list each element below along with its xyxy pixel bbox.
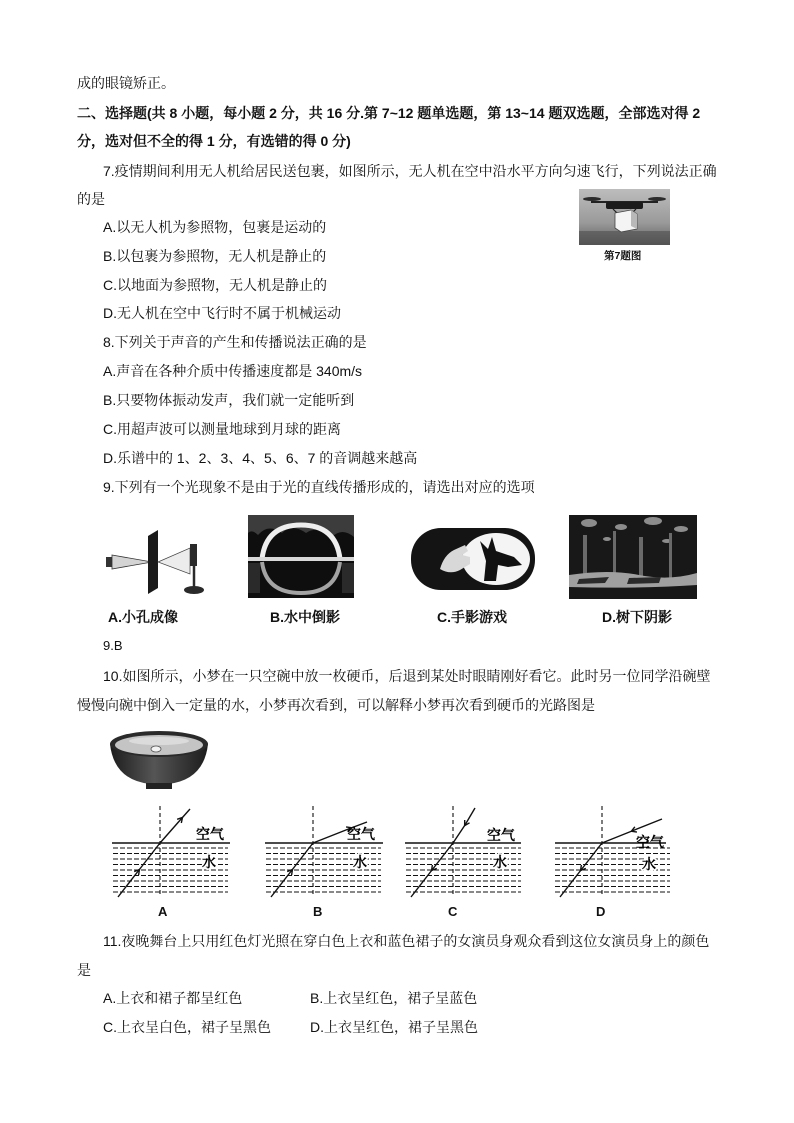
q11-option-d: D.上衣呈红色，裙子呈黑色	[310, 1019, 478, 1035]
hand-shadow-figure	[410, 527, 536, 591]
air-label: 空气	[347, 826, 375, 842]
outgoing-rays	[158, 548, 190, 574]
q10-diagram-label-a: A	[158, 904, 168, 919]
q7-option-d: D.无人机在空中飞行时不属于机械运动	[103, 305, 341, 321]
ray-segment	[271, 870, 292, 897]
q8-option-c: C.用超声波可以测量地球到月球的距离	[103, 421, 341, 437]
light-source	[106, 557, 112, 567]
q8-stem: 8.下列关于声音的产生和传播说法正确的是	[103, 334, 367, 350]
q8-option-a: A.声音在各种介质中传播速度都是 340m/s	[103, 363, 363, 379]
ray-segment	[453, 825, 465, 843]
q7-option-c: C.以地面为参照物，无人机是静止的	[103, 277, 327, 293]
incoming-rays	[112, 555, 152, 569]
tree-shade-photo	[569, 515, 697, 599]
ray-segment	[411, 870, 432, 897]
ray-segment	[139, 843, 160, 870]
bowl-with-coin-photo	[108, 728, 210, 792]
air-label: 空气	[636, 834, 664, 850]
air-label: 空气	[196, 826, 224, 842]
bank-left	[248, 563, 260, 593]
water-label: 水	[202, 854, 216, 870]
q7-stem-line2: 的是	[77, 191, 105, 207]
section-heading-line2: 分，选对但不全的得 1 分，有选错的得 0 分)	[77, 133, 351, 149]
ray-segment	[560, 870, 581, 897]
water-reflection-photo	[248, 515, 354, 598]
q10-stem-line1: 10.如图所示，小梦在一只空碗中放一枚硬币，后退到某处时眼睛刚好看它。此时另一位同学沿碗壁	[103, 668, 711, 684]
q9-caption-a: A.小孔成像	[108, 609, 178, 625]
drone-body	[606, 202, 643, 209]
ray-segment	[292, 843, 313, 870]
pinhole-plate	[148, 530, 158, 594]
q7-figure-caption: 第7题图	[604, 250, 642, 262]
q10-diagram-label-d: D	[596, 904, 606, 919]
candle	[190, 544, 197, 566]
ray-segment	[118, 870, 139, 897]
refraction-diagram-a	[110, 803, 235, 903]
ray-segment	[632, 819, 662, 831]
q9-caption-c: C.手影游戏	[437, 609, 507, 625]
ray-segment	[160, 818, 182, 843]
water-label: 水	[642, 856, 656, 872]
q9-answer: 9.B	[103, 638, 123, 653]
q9-caption-d: D.树下阴影	[602, 609, 672, 625]
water-label: 水	[493, 854, 507, 870]
light-ray	[411, 808, 475, 897]
previous-question-tail: 成的眼镜矫正。	[77, 75, 175, 91]
air-label: 空气	[487, 827, 515, 843]
q10-stem-line2: 慢慢向碗中倒入一定量的水，小梦再次看到，可以解释小梦再次看到硬币的光路图是	[77, 697, 595, 713]
ray-segment	[465, 808, 475, 825]
drone-delivery-photo	[579, 189, 670, 245]
coin	[151, 746, 161, 752]
bowl-highlight	[129, 737, 189, 745]
bowl-foot	[146, 783, 172, 789]
water-label: 水	[353, 854, 367, 870]
refraction-diagram-c	[403, 803, 528, 903]
refraction-diagram-b	[263, 803, 388, 903]
q8-option-d: D.乐谱中的 1、2、3、4、5、6、7 的音调越来越高	[103, 450, 418, 466]
section-heading-line1: 二、选择题(共 8 小题，每小题 2 分，共 16 分.第 7~12 题单选题，第 13~14 题双选题，全部选对得 2	[77, 105, 701, 121]
q10-diagram-label-b: B	[313, 904, 323, 919]
pinhole-imaging-figure	[106, 528, 206, 598]
q11-stem-line1: 11.夜晚舞台上只用红色灯光照在穿白色上衣和蓝色裙子的女演员身观众看到这位女演员身上的颜色	[103, 933, 710, 949]
ray-segment	[182, 809, 190, 818]
q7-stem-line1: 7.疫情期间利用无人机给居民送包裹，如图所示，无人机在空中沿水平方向匀速飞行，下列说法正确	[103, 163, 717, 179]
drone-propeller-right	[648, 197, 666, 201]
q8-option-b: B.只要物体振动发声，我们就一定能听到	[103, 392, 355, 408]
bank-right	[342, 563, 354, 593]
q9-stem: 9.下列有一个光现象不是由于光的直线传播形成的，请选出对应的选项	[103, 479, 535, 495]
candle-stand-base	[184, 586, 204, 594]
ray-segment	[602, 831, 632, 843]
q11-option-c: C.上衣呈白色，裙子呈黑色	[103, 1019, 271, 1035]
q11-option-b: B.上衣呈红色，裙子呈蓝色	[310, 990, 478, 1006]
q10-diagram-label-c: C	[448, 904, 458, 919]
ray-segment	[581, 843, 602, 870]
drone-propeller-left	[583, 197, 601, 201]
q7-option-b: B.以包裹为参照物，无人机是静止的	[103, 248, 327, 264]
q7-option-a: A.以无人机为参照物，包裹是运动的	[103, 219, 327, 235]
q11-option-a: A.上衣和裙子都呈红色	[103, 990, 243, 1006]
ray-segment	[432, 843, 453, 870]
photo-ground	[579, 231, 670, 245]
ray-segment	[313, 828, 351, 843]
q9-caption-b: B.水中倒影	[270, 609, 340, 625]
bridge-deck	[248, 557, 354, 561]
refraction-diagram-d	[552, 803, 677, 903]
q11-stem-line2: 是	[77, 962, 91, 978]
